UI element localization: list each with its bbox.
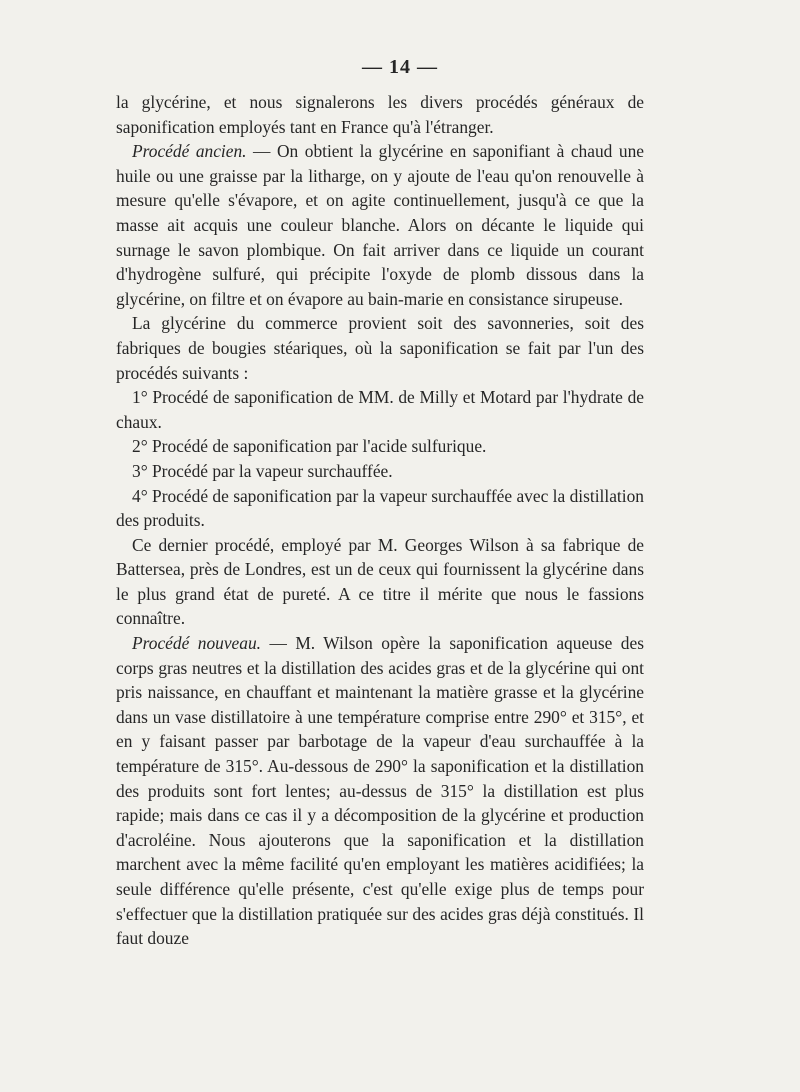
list-item: 1° Procédé de saponification de MM. de Milly et Motard par l'hydrate de chaux. [116,387,644,432]
procede-nouveau-text: — M. Wilson opère la saponification aqueuse des corps gras neutres et la distillation des acides gras et de la glycérine qui ont pris naissance, en chauffant et maintenant la matière grasse et la glycérine dans un vase distillatoire à une température comprise entre 290° et 315°, et en y faisant passer par barbotage de la vapeur d'eau surchauffée à la température de 315°. Au-dessous de 290° la saponification et la distillation des produits sont fort lentes; au-dessus de 315° la distillation est plus rapide; mais dans ce cas il y a décomposition de la glycérine et production d'acroléine. Nous ajouterons que la saponification et la distillation marchent avec la même facilité qu'en employant les matières acidifiées; la seule différence qu'elle présente, c'est qu'elle exige plus de temps pour s'effectuer que la distillation pratiquée sur des acides gras déjà constitués. Il faut douze [116,633,644,949]
paragraph-commerce: La glycérine du commerce provient soit des savonneries, soit des fabriques de bougies stéariques, où la saponification se fait par l'un des procédés suivants : [116,313,644,383]
procede-ancien-label: Procédé ancien. [132,141,247,162]
procede-ancien-text: — On obtient la glycérine en saponifiant à chaud une huile ou une graisse par la litharge, on y ajoute de l'eau qu'on renouvelle à mesure qu'elle s'évapore, et on agite continuellement, jusqu'à ce que la masse ait acquis une couleur blanche. Alors on décante le liquide qui surnage le savon plombique. On fait arriver dans ce liquide un courant d'hydrogène sulfuré, qui précipite l'oxyde de plomb dissous dans la glycérine, on filtre et on évapore au bain-marie en consistance sirupeuse. [116,141,644,309]
paragraph-procede-ancien [116,139,644,311]
paragraph-procede-nouveau [116,631,644,951]
procede-nouveau-label: Procédé nouveau. [132,633,262,654]
body-text [116,90,644,951]
list-item: 3° Procédé par la vapeur surchauffée. [132,460,393,481]
paragraph-intro: la glycérine, et nous signalerons les divers procédés généraux de saponification employés tant en France qu'à l'étranger. [116,92,644,137]
page-number: — 14 — [362,56,438,78]
list-item: 4° Procédé de saponification par la vapeur surchauffée avec la distillation des produits. [116,485,644,531]
paragraph-wilson: Ce dernier procédé, employé par M. Georges Wilson à sa fabrique de Battersea, près de Londres, est un de ceux qui fournissent la glycérine dans le plus grand état de pureté. A ce titre il mérite que nous le fassions connaître. [116,534,644,629]
list-item: 2° Procédé de saponification par l'acide sulfurique. [132,436,487,457]
